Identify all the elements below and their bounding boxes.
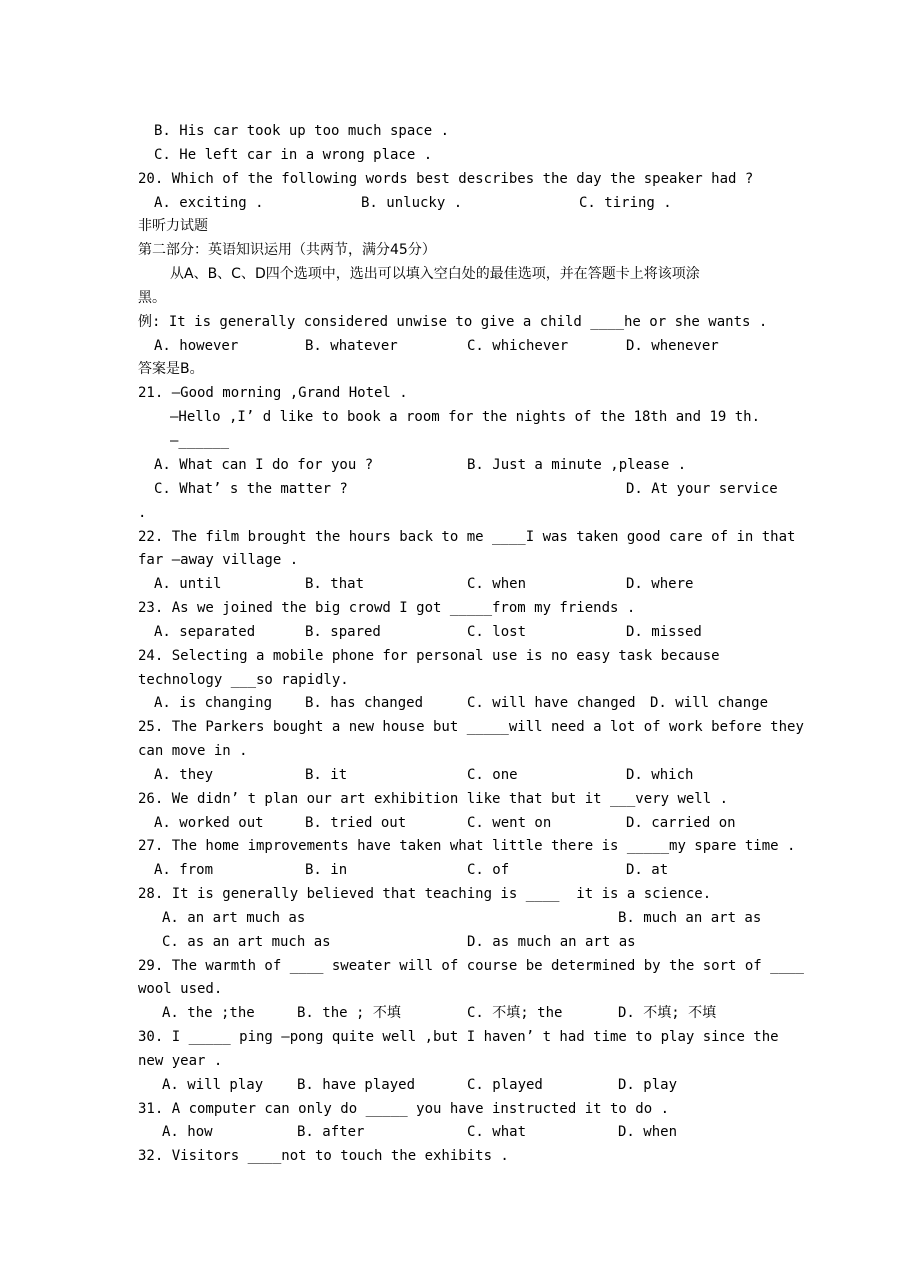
text-line: A. they [154, 767, 214, 783]
text-line: D. 不填; 不填 [618, 1005, 717, 1021]
text-line: 非听力试题 [138, 218, 208, 234]
text-line: B. His car took up too much space . [154, 123, 450, 139]
text-line: 第二部分：英语知识运用（共两节，满分45分） [138, 242, 436, 258]
text-line: A. What can I do for you ? [154, 457, 374, 473]
text-line: D. At your service [626, 481, 778, 497]
text-line: C. 不填; the [467, 1005, 563, 1021]
text-line: —______ [170, 433, 230, 449]
text-line: B. it [305, 767, 348, 783]
text-line: B. after [297, 1124, 365, 1140]
text-line: C. when [467, 576, 527, 592]
text-line: A. worked out [154, 815, 264, 831]
text-line: 29. The warmth of ____ sweater will of course be determined by the sort of ____ [138, 958, 804, 974]
text-line: D. missed [626, 624, 702, 640]
text-line: C. will have changed [467, 695, 636, 711]
text-line: D. as much an art as [467, 934, 636, 950]
text-line: C. one [467, 767, 518, 783]
text-line: D. will change [650, 695, 769, 711]
text-line: D. which [626, 767, 694, 783]
text-line: C. played [467, 1077, 543, 1093]
text-line: C. lost [467, 624, 527, 640]
text-line: wool used. [138, 981, 223, 997]
text-line: C. went on [467, 815, 552, 831]
text-line: 27. The home improvements have taken what little there is _____my spare time . [138, 838, 796, 854]
text-line: —Hello ,I’ d like to book a room for the nights of the 18th and 19 th. [170, 409, 761, 425]
text-line: can move in . [138, 743, 248, 759]
text-line: A. will play [162, 1077, 264, 1093]
text-line: far –away village . [138, 552, 299, 568]
text-line: A. however [154, 338, 239, 354]
text-line: C. what [467, 1124, 527, 1140]
text-line: A. exciting . [154, 195, 264, 211]
text-line: B. much an art as [618, 910, 762, 926]
text-line: A. the ;the [162, 1005, 255, 1021]
text-line: D. whenever [626, 338, 719, 354]
text-line: C. He left car in a wrong place . [154, 147, 433, 163]
text-line: C. as an art much as [162, 934, 331, 950]
text-line: 黑。 [138, 290, 166, 306]
text-line: A. an art much as [162, 910, 306, 926]
text-line: C. of [467, 862, 510, 878]
text-line: 31. A computer can only do _____ you have instructed it to do . [138, 1101, 670, 1117]
text-line: A. until [154, 576, 222, 592]
text-line: 22. The film brought the hours back to me ____I was taken good care of in that [138, 529, 796, 545]
text-line: B. in [305, 862, 348, 878]
text-line: D. when [618, 1124, 678, 1140]
text-line: 30. I _____ ping —pong quite well ,but I haven’ t had time to play since the [138, 1029, 779, 1045]
text-line: B. has changed [305, 695, 424, 711]
text-line: B. Just a minute ,please . [467, 457, 687, 473]
text-line: B. unlucky . [361, 195, 463, 211]
text-line: A. how [162, 1124, 213, 1140]
text-line: C. What’ s the matter ? [154, 481, 348, 497]
text-line: technology ___so rapidly. [138, 672, 349, 688]
text-line: B. spared [305, 624, 381, 640]
text-line: 答案是B。 [138, 361, 204, 377]
text-line: . [138, 505, 147, 521]
text-line: 从A、B、C、D四个选项中，选出可以填入空白处的最佳选项，并在答题卡上将该项涂 [170, 266, 700, 282]
text-line: 32. Visitors ____not to touch the exhibits . [138, 1148, 509, 1164]
text-line: 26. We didn’ t plan our art exhibition like that but it ___very well . [138, 791, 729, 807]
text-line: 28. It is generally believed that teaching is ____ it is a science. [138, 886, 712, 902]
text-line: A. separated [154, 624, 256, 640]
text-line: 21. —Good morning ,Grand Hotel . [138, 385, 408, 401]
text-line: B. whatever [305, 338, 398, 354]
text-line: C. whichever [467, 338, 569, 354]
text-line: D. play [618, 1077, 678, 1093]
text-line: 例: It is generally considered unwise to give a child ____he or she wants . [138, 314, 768, 330]
text-line: B. tried out [305, 815, 407, 831]
text-line: D. carried on [626, 815, 736, 831]
text-line: 25. The Parkers bought a new house but _____will need a lot of work before they [138, 719, 804, 735]
text-line: C. tiring . [579, 195, 672, 211]
text-line: 23. As we joined the big crowd I got _____from my friends . [138, 600, 636, 616]
text-line: D. where [626, 576, 694, 592]
text-line: B. have played [297, 1077, 416, 1093]
text-line: 20. Which of the following words best describes the day the speaker had ? [138, 171, 754, 187]
text-line: B. that [305, 576, 365, 592]
text-line: new year . [138, 1053, 223, 1069]
text-line: D. at [626, 862, 669, 878]
text-line: 24. Selecting a mobile phone for personal use is no easy task because [138, 648, 720, 664]
text-line: A. from [154, 862, 214, 878]
text-line: A. is changing [154, 695, 273, 711]
text-line: B. the ; 不填 [297, 1005, 401, 1021]
